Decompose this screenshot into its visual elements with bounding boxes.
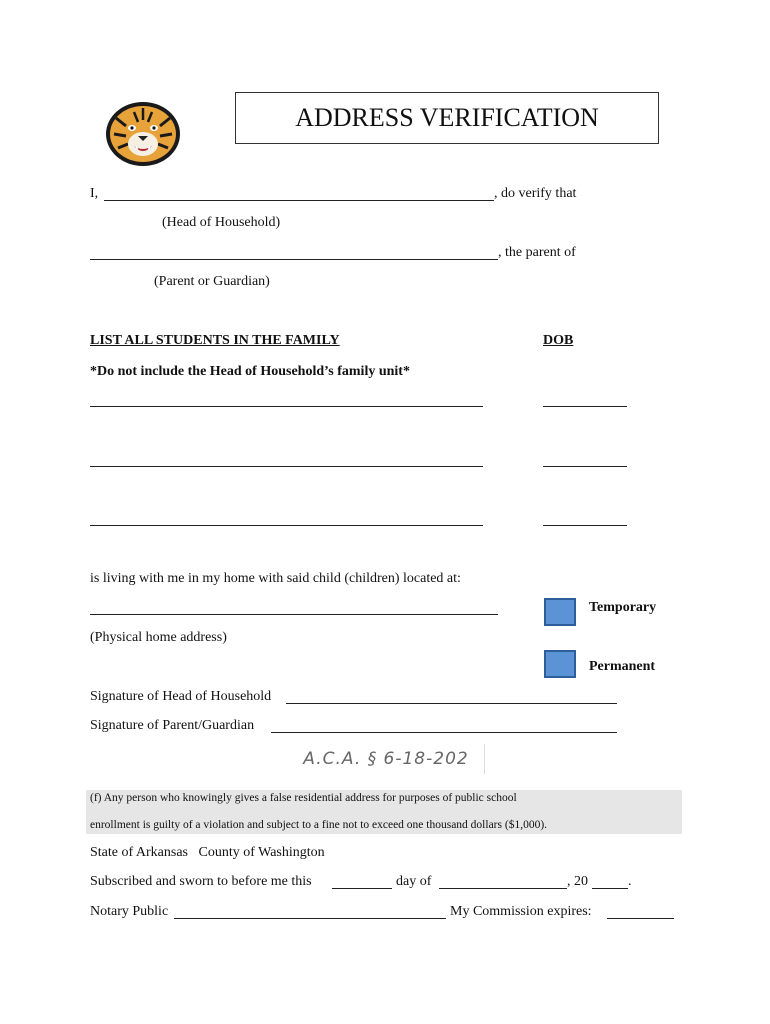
state-county: State of Arkansas County of Washington [90, 845, 325, 860]
student-dob-field-2[interactable] [543, 466, 627, 467]
subscribed-text-a: Subscribed and sworn to before me this [90, 874, 312, 889]
statute-text-box [86, 790, 682, 834]
notary-public-label: Notary Public [90, 904, 169, 919]
sworn-month-field[interactable] [439, 888, 567, 889]
temporary-checkbox[interactable] [544, 598, 576, 626]
student-name-field-3[interactable] [90, 525, 483, 526]
student-name-field-2[interactable] [90, 466, 483, 467]
permanent-checkbox[interactable] [544, 650, 576, 678]
student-dob-field-1[interactable] [543, 406, 627, 407]
permanent-label: Permanent [589, 659, 656, 674]
page-title: ADDRESS VERIFICATION [235, 92, 659, 144]
parent-suffix: , the parent of [498, 245, 576, 260]
commission-expires-label: My Commission expires: [450, 904, 592, 919]
statute-line-1: (f) Any person who knowingly gives a false residential address for purposes of public school [90, 792, 517, 804]
temporary-label: Temporary [589, 600, 657, 615]
subscribed-text-c: , 20 [567, 874, 588, 889]
parent-signature-label: Signature of Parent/Guardian [90, 718, 255, 733]
sworn-year-field[interactable] [592, 888, 628, 889]
head-of-household-label: (Head of Household) [162, 215, 281, 230]
subscribed-text-b: day of [396, 874, 432, 889]
physical-address-label: (Physical home address) [90, 630, 227, 645]
student-name-field-1[interactable] [90, 406, 483, 407]
statute-line-2: enrollment is guilty of a violation and subject to a fine not to exceed one thousand dollars ($1,000). [90, 819, 548, 831]
commission-expires-field[interactable] [607, 918, 674, 919]
living-statement: is living with me in my home with said child (children) located at: [90, 571, 461, 586]
notary-public-field[interactable] [174, 918, 446, 919]
head-signature-field[interactable] [286, 703, 617, 704]
physical-address-field[interactable] [90, 614, 498, 615]
subscribed-text-d: . [628, 874, 632, 889]
students-header: LIST ALL STUDENTS IN THE FAMILY [90, 333, 340, 348]
parent-guardian-field[interactable] [90, 259, 498, 260]
intro-prefix: I, [90, 186, 99, 201]
statute-citation: A.C.A. § 6-18-202 [288, 744, 485, 774]
head-of-household-field[interactable] [104, 200, 494, 201]
head-signature-label: Signature of Head of Household [90, 689, 272, 704]
parent-signature-field[interactable] [271, 732, 617, 733]
parent-guardian-label: (Parent or Guardian) [154, 274, 270, 289]
verify-suffix: , do verify that [494, 186, 577, 201]
tiger-head-logo [104, 100, 182, 168]
sworn-day-field[interactable] [332, 888, 392, 889]
student-dob-field-3[interactable] [543, 525, 627, 526]
dob-header: DOB [543, 333, 574, 348]
students-note: *Do not include the Head of Household’s family unit* [90, 364, 410, 379]
